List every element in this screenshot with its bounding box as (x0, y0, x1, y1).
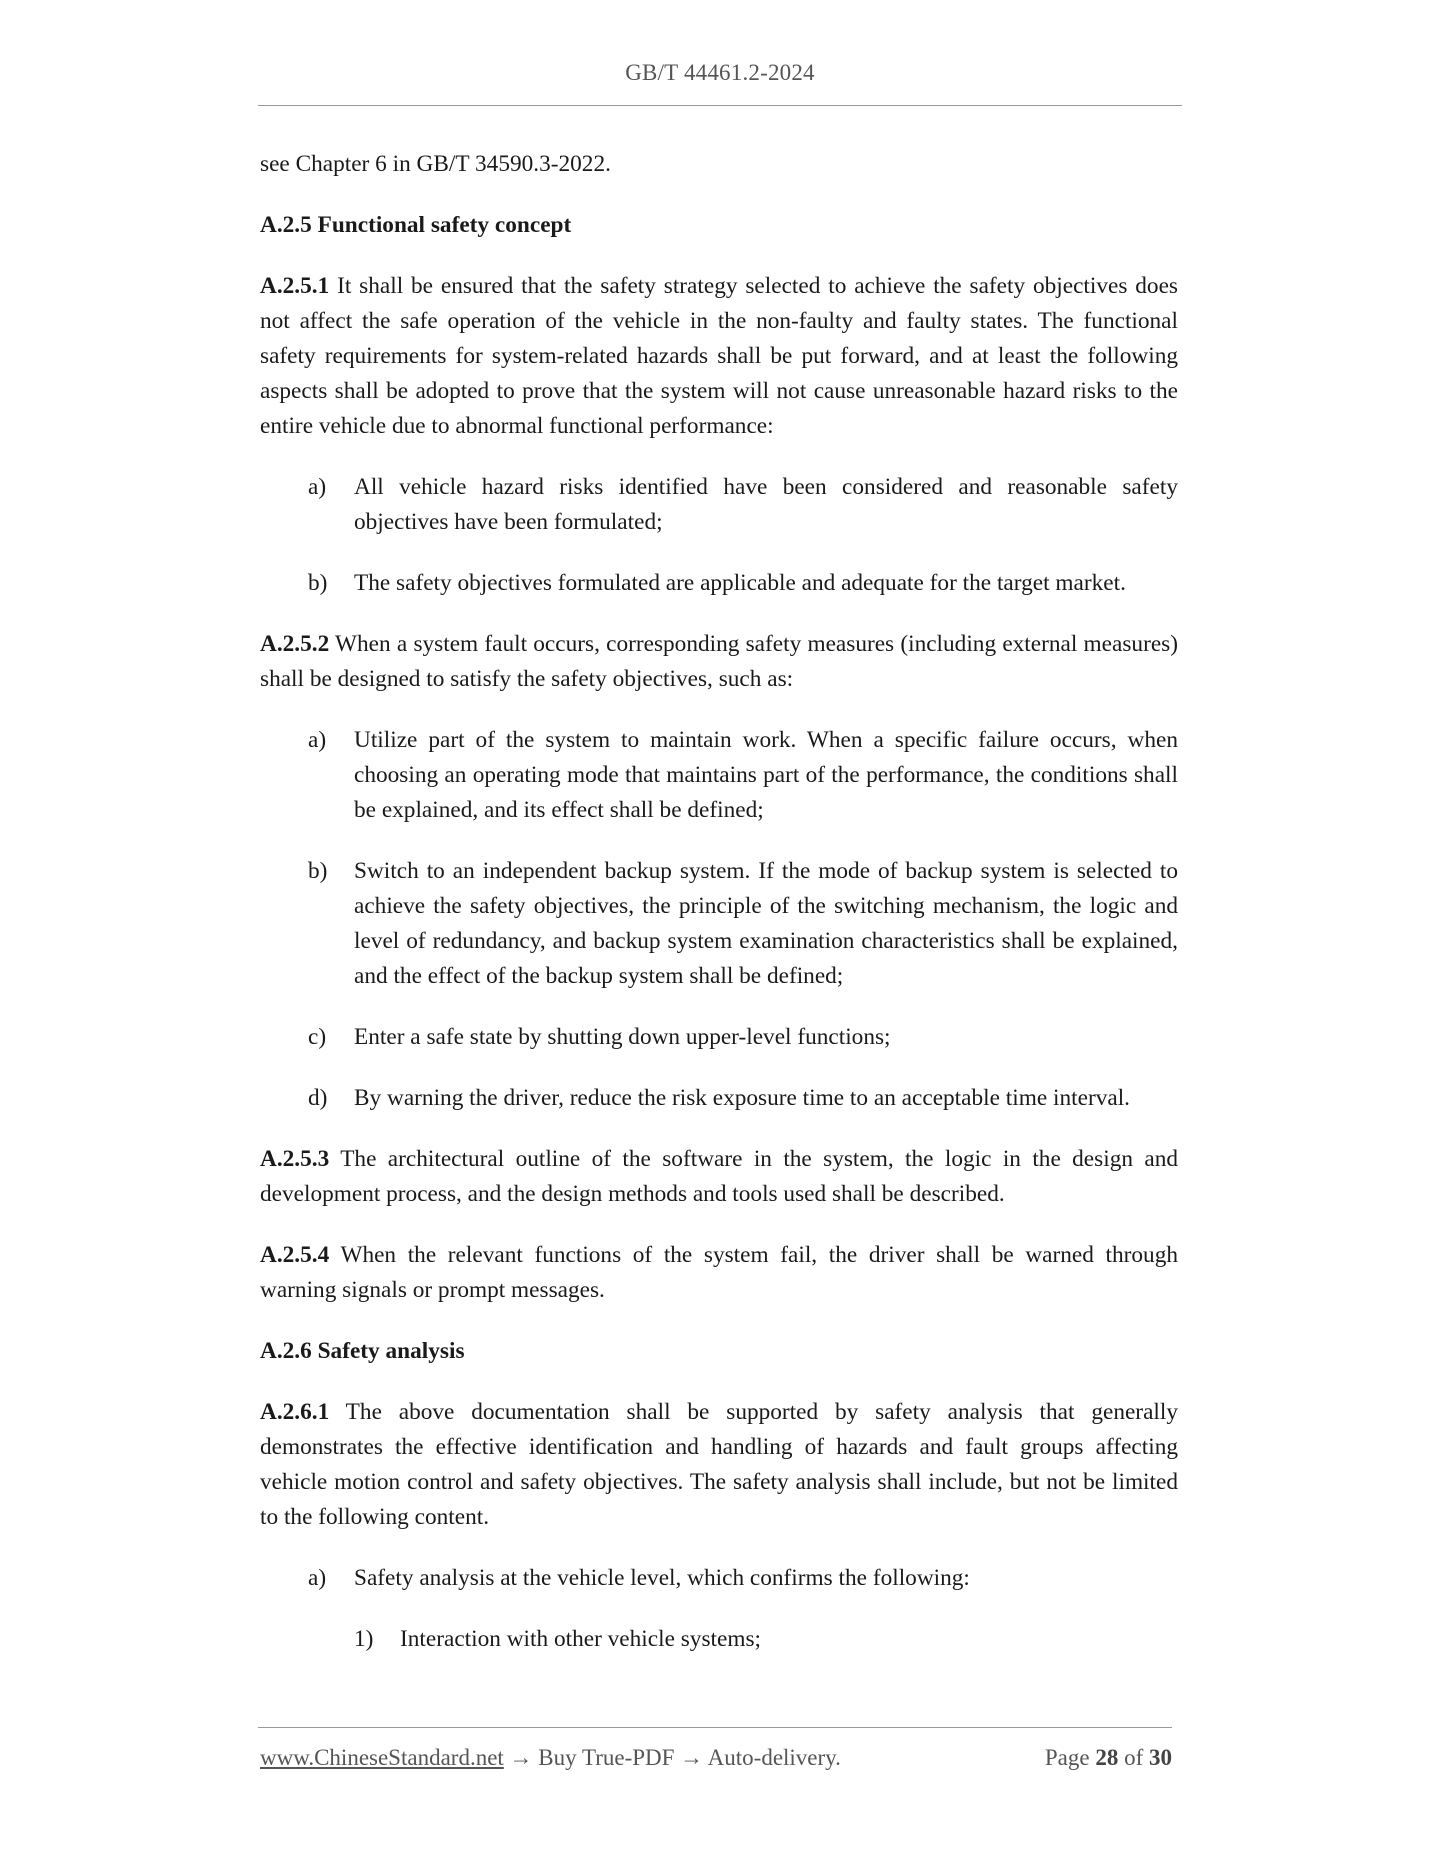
list-marker: c) (308, 1024, 327, 1050)
list-marker: b) (308, 858, 328, 884)
page-indicator (1045, 1745, 1172, 1771)
list-marker: d) (308, 1085, 328, 1111)
list-marker: a) (308, 474, 327, 500)
list-item-text: Enter a safe state by shutting down upper-level functions; (354, 1024, 891, 1050)
list-item-text: The safety objectives formulated are applicable and adequate for the target market. (354, 570, 1126, 596)
list-item-text: By warning the driver, reduce the risk exposure time to an acceptable time interval. (354, 1085, 1130, 1111)
footer-divider (258, 1727, 1172, 1728)
clause-a2-5-3 (260, 1142, 1178, 1212)
clause-number: A.2.5.3 (260, 1146, 330, 1172)
clause-a2-5-2 (260, 627, 1178, 697)
standard-number: GB/T 44461.2-2024 (625, 60, 815, 85)
list-item (260, 1020, 1178, 1055)
list-marker: a) (308, 727, 327, 753)
intro-paragraph: see Chapter 6 in GB/T 34590.3-2022. (260, 151, 611, 177)
list-marker: a) (308, 1565, 327, 1591)
list-item-text: Utilize part of the system to maintain work. When a specific failure occurs, when choosing an operating mode that maintains part of the performance, the conditions shall be explained, and its effect shall be defined; (354, 727, 1178, 823)
page-total: 30 (1149, 1745, 1172, 1770)
footer-promo (260, 1745, 841, 1771)
list-marker: b) (308, 570, 328, 596)
section-heading-a26: A.2.6 Safety analysis (260, 1338, 465, 1364)
clause-text: When the relevant functions of the system fail, the driver shall be warned through warning signals or prompt messages. (260, 1242, 1178, 1303)
page-header (258, 60, 1182, 86)
header-divider (258, 105, 1182, 106)
page-number: 28 (1095, 1745, 1119, 1770)
sub-list-item (260, 1622, 1178, 1657)
clause-a2-6-1 (260, 1395, 1178, 1535)
clause-text: The architectural outline of the software in the system, the logic in the design and development process, and the design methods and tools used shall be described. (260, 1146, 1178, 1207)
site-link[interactable]: www.ChineseStandard.net (260, 1745, 504, 1770)
clause-number: A.2.6.1 (260, 1399, 330, 1425)
list-item (260, 723, 1178, 828)
clause-a2-5-1 (260, 269, 1178, 444)
list-marker: 1) (354, 1626, 374, 1652)
list-item (260, 1081, 1178, 1116)
clause-text: The above documentation shall be supported by safety analysis that generally demonstrates the effective identification and handling of hazards and fault groups affecting vehicle motion control and safety objectives. The safety analysis shall include, but not be limited to the following content. (260, 1399, 1178, 1530)
page-label: Page (1044, 1745, 1096, 1770)
document-body (260, 147, 1178, 1683)
clause-a2-5-4 (260, 1238, 1178, 1308)
clause-number: A.2.5.2 (260, 631, 330, 657)
clause-text: It shall be ensured that the safety strategy selected to achieve the safety objectives does not affect the safe operation of the vehicle in the non-faulty and faulty states. The functional safety requirements for system-related hazards shall be put forward, and at least the following aspects shall be adopted to prove that the system will not cause unreasonable hazard risks to the entire vehicle due to abnormal functional performance: (260, 273, 1178, 439)
of-label: of (1118, 1745, 1149, 1770)
list-item (260, 854, 1178, 994)
list-item (260, 1561, 1178, 1596)
list-item-text: Switch to an independent backup system. If the mode of backup system is selected to achieve the safety objectives, the principle of the switching mechanism, the logic and level of redundancy, and backup system examination characteristics shall be explained, and the effect of the backup system shall be defined; (354, 858, 1178, 989)
list-item-text: Safety analysis at the vehicle level, which confirms the following: (354, 1565, 970, 1591)
section-heading-a25: A.2.5 Functional safety concept (260, 212, 572, 238)
promo-text: → Buy True-PDF → Auto-delivery. (503, 1745, 841, 1770)
list-item (260, 470, 1178, 540)
list-item (260, 566, 1178, 601)
clause-number: A.2.5.4 (260, 1242, 330, 1268)
list-item-text: Interaction with other vehicle systems; (400, 1626, 761, 1652)
list-item-text: All vehicle hazard risks identified have been considered and reasonable safety objectives have been formulated; (354, 474, 1178, 535)
clause-text: When a system fault occurs, corresponding safety measures (including external measures) shall be designed to satisfy the safety objectives, such as: (260, 631, 1178, 692)
clause-number: A.2.5.1 (260, 273, 330, 299)
